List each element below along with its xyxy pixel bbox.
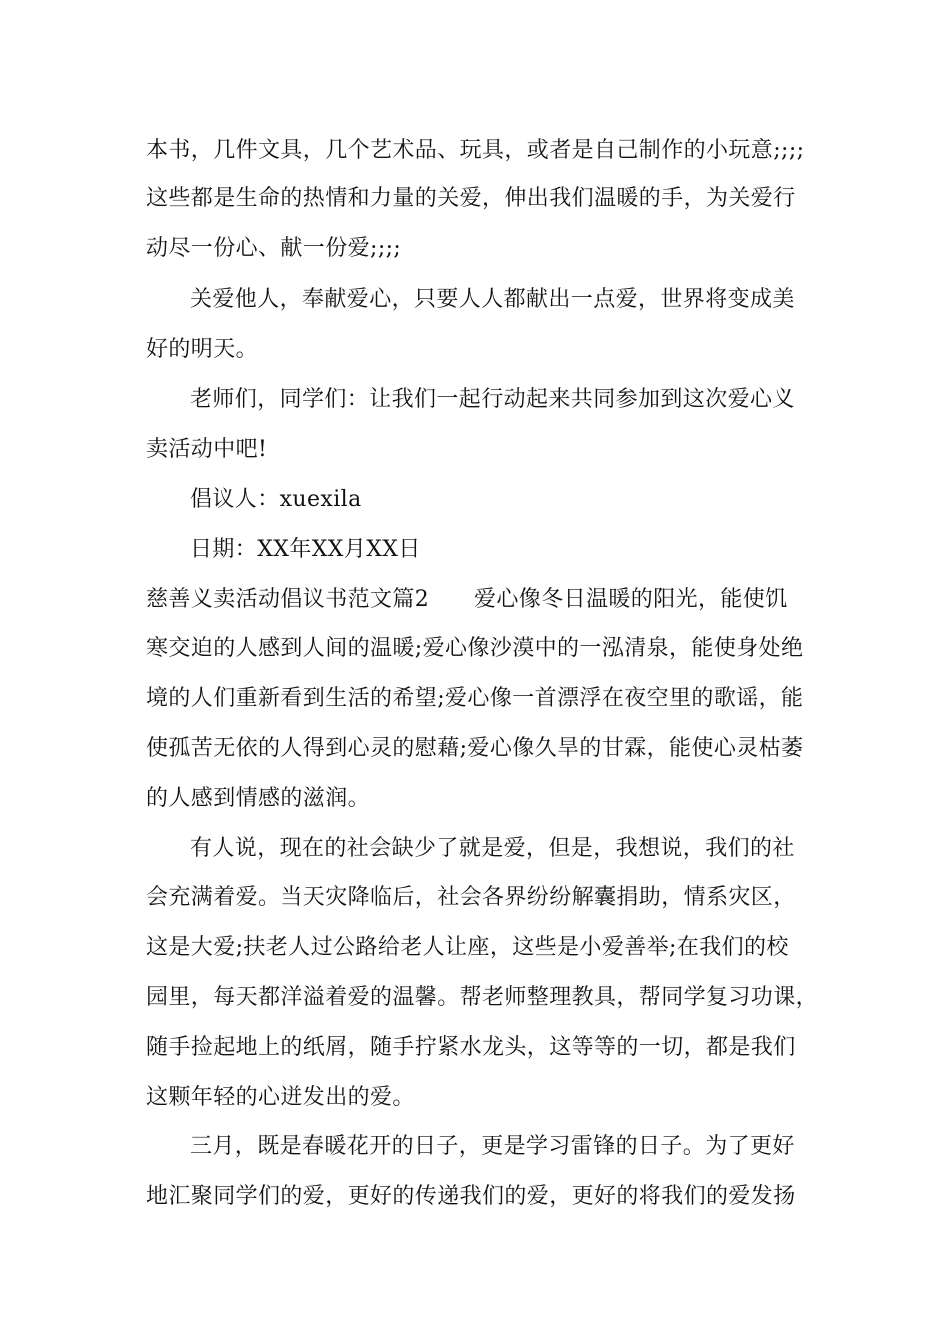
text-line: 本书，几件文具，几个艺术品、玩具，或者是自己制作的小玩意;;;; (146, 138, 805, 163)
text-line: 使孤苦无依的人得到心灵的慰藉;爱心像久旱的甘霖，能使心灵枯萎 (146, 736, 804, 761)
text-line: 三月，既是春暖花开的日子，更是学习雷锋的日子。为了更好 (190, 1134, 795, 1159)
text-line: 这是大爱;扶老人过公路给老人让座，这些是小爱善举;在我们的校 (146, 935, 789, 960)
text-line: 倡议人：xuexila (190, 487, 362, 512)
text-line: 会充满着爱。当天灾降临后，社会各界纷纷解囊捐助，情系灾区， (146, 885, 796, 910)
text-line: 地汇聚同学们的爱，更好的传递我们的爱，更好的将我们的爱发扬 (146, 1184, 796, 1209)
text-line: 关爱他人，奉献爱心，只要人人都献出一点爱，世界将变成美 (190, 287, 795, 312)
text-line: 的人感到情感的滋润。 (146, 786, 371, 811)
text-line: 寒交迫的人感到人间的温暖;爱心像沙漠中的一泓清泉，能使身处绝 (146, 636, 804, 661)
text-line: 境的人们重新看到生活的希望;爱心像一首漂浮在夜空里的歌谣，能 (146, 686, 804, 711)
text-line: 日期：XX年XX月XX日 (190, 537, 421, 562)
text-line: 这些都是生命的热情和力量的关爱，伸出我们温暖的手，为关爱行 (146, 186, 796, 211)
text-line: 园里，每天都洋溢着爱的温馨。帮老师整理教具，帮同学复习功课， (146, 985, 819, 1010)
text-line: 卖活动中吧! (146, 437, 268, 462)
text-line: 慈善义卖活动倡议书范文篇2 爱心像冬日温暖的阳光，能使饥 (146, 587, 788, 612)
text-line: 这颗年轻的心迸发出的爱。 (146, 1085, 415, 1110)
text-line: 好的明天。 (146, 337, 259, 362)
text-line: 随手捡起地上的纸屑，随手拧紧水龙头，这等等的一切，都是我们 (146, 1035, 796, 1060)
text-line: 有人说，现在的社会缺少了就是爱，但是，我想说，我们的社 (190, 836, 795, 861)
text-line: 动尽一份心、献一份爱;;;; (146, 236, 402, 261)
text-line: 老师们，同学们：让我们一起行动起来共同参加到这次爱心义 (190, 387, 795, 412)
